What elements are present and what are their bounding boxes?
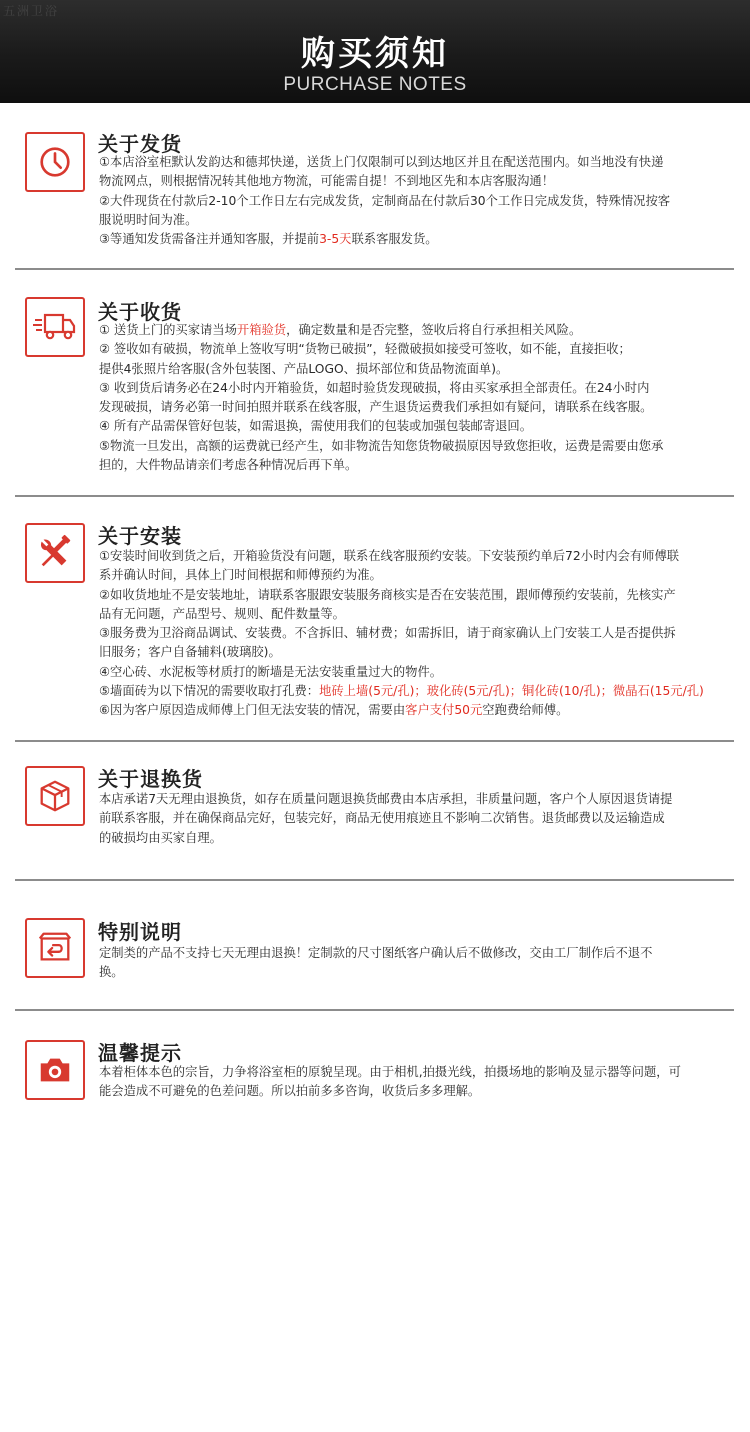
line-text: 系并确认时间，具体上门时间根据和师傅预约为准。 bbox=[99, 568, 382, 583]
section-line bbox=[99, 211, 739, 230]
section-line bbox=[99, 456, 739, 475]
line-text: ⑤物流一旦发出，高额的运费就已经产生，如非物流告知您货物破损原因导致您拒收，运费是需要由您承 bbox=[99, 438, 664, 453]
section-title: 关于收货 bbox=[98, 300, 182, 324]
section-line bbox=[99, 1063, 739, 1082]
section-body bbox=[99, 547, 739, 721]
line-text: ②大件现货在付款后2-10个工作日左右完成发货，定制商品在付款后30个工作日完成发货，特殊情况按客 bbox=[99, 193, 671, 208]
section-divider bbox=[15, 879, 734, 881]
section-line bbox=[99, 340, 739, 359]
section-divider bbox=[15, 740, 734, 742]
line-text: ③ 收到货后请务必在24小时内开箱验货，如超时验货发现破损，将由买家承担全部责任。在24小时内 bbox=[99, 380, 650, 395]
highlight-text: 客户支付50元 bbox=[405, 703, 483, 718]
camera-icon bbox=[25, 1040, 85, 1100]
page-header bbox=[0, 0, 750, 103]
line-text: ⑥因为客户原因造成师傅上门但无法安装的情况，需要由 bbox=[99, 703, 406, 718]
section-line bbox=[99, 360, 739, 379]
line-text: 发现破损，请务必第一时间拍照并联系在线客服，产生退货运费我们承担如有疑问，请联系在线客服。 bbox=[99, 400, 653, 415]
line-text: 提供4张照片给客服(含外包装图、产品LOGO、损坏部位和货品物流面单)。 bbox=[99, 361, 509, 376]
highlight-text: 3-5天 bbox=[319, 232, 352, 247]
line-text: 换。 bbox=[99, 965, 124, 980]
section-line bbox=[99, 417, 739, 436]
section-line bbox=[99, 398, 739, 417]
section-line bbox=[99, 790, 739, 809]
line-text: 品有无问题，产品型号、规则、配件数量等。 bbox=[99, 606, 345, 621]
page-title: 购买须知 bbox=[301, 34, 449, 74]
section-title: 温馨提示 bbox=[98, 1041, 182, 1065]
return-box-icon bbox=[25, 918, 85, 978]
section-line bbox=[99, 230, 739, 249]
section-body bbox=[99, 153, 739, 249]
section-title: 关于安装 bbox=[98, 524, 182, 548]
section-line bbox=[99, 624, 739, 643]
package-box-icon bbox=[25, 766, 85, 826]
section-body bbox=[99, 944, 739, 983]
section-line bbox=[99, 379, 739, 398]
line-text: ② 签收如有破损，物流单上签收写明“货物已破损”，轻微破损如接受可签收，如不能，直接拒收； bbox=[99, 342, 631, 357]
line-text: ②如收货地址不是安装地址，请联系客服跟安装服务商核实是否在安装范围，跟师傅预约安装前，先核实产 bbox=[99, 587, 676, 602]
line-text: 服说明时间为准。 bbox=[99, 212, 198, 227]
section-line bbox=[99, 829, 739, 848]
highlight-text: 地砖上墙(5元/孔)；玻化砖(5元/孔)；铜化砖(10/孔)；微晶石(15元/孔) bbox=[319, 684, 704, 699]
section-line bbox=[99, 643, 739, 662]
section-body bbox=[99, 790, 739, 848]
line-text: ④ 所有产品需保管好包装，如需退换，需使用我们的包装或加强包装邮寄退回。 bbox=[99, 419, 533, 434]
section-title: 特别说明 bbox=[98, 920, 182, 944]
line-text: 担的，大件物品请亲们考虑各种情况后再下单。 bbox=[99, 458, 358, 473]
section-title: 关于退换货 bbox=[98, 767, 203, 791]
delivery-truck-icon bbox=[25, 297, 85, 357]
highlight-text: 开箱验货 bbox=[236, 323, 287, 337]
line-text: 前联系客服，并在确保商品完好，包装完好，商品无使用痕迹且不影响二次销售。退货邮费以及运输造成 bbox=[99, 811, 665, 826]
section-divider bbox=[15, 1009, 734, 1011]
line-text: ，确定数量和是否完整，签收后将自行承担相关风险。 bbox=[286, 323, 582, 337]
line-text: 本着柜体本色的宗旨，力争将浴室柜的原貌呈现。由于相机,拍摄光线，拍摄场地的影响及显示器等问题，可 bbox=[99, 1065, 681, 1079]
section-line bbox=[99, 963, 739, 982]
section-line bbox=[99, 586, 739, 605]
section-line bbox=[99, 321, 739, 340]
section-line bbox=[99, 192, 739, 211]
line-text: ⑤墙面砖为以下情况的需要收取打孔费： bbox=[99, 684, 320, 699]
line-text: 能会造成不可避免的色差问题。所以拍前多多咨询，收货后多多理解。 bbox=[99, 1084, 481, 1099]
line-text: ③等通知发货需备注并通知客服，并提前 bbox=[99, 232, 320, 247]
line-text: 旧服务；客户自备辅料(玻璃胶)。 bbox=[99, 645, 281, 660]
section-line bbox=[99, 605, 739, 624]
shop-watermark: 五洲卫浴 bbox=[3, 4, 60, 18]
section-line bbox=[99, 547, 739, 566]
line-text: ①安装时间收到货之后，开箱验货没有问题，联系在线客服预约安装。下安装预约单后72小时内会有师傅联 bbox=[99, 549, 680, 563]
line-text: 的破损均由买家自理。 bbox=[99, 830, 222, 845]
line-text: 空跑费给师傅。 bbox=[482, 703, 569, 718]
section-divider bbox=[15, 268, 734, 270]
line-text: 联系客服发货。 bbox=[351, 232, 438, 247]
wrench-screwdriver-icon bbox=[25, 523, 85, 583]
section-line bbox=[99, 172, 739, 191]
section-line bbox=[99, 944, 739, 963]
section-line bbox=[99, 437, 739, 456]
section-line bbox=[99, 1082, 739, 1101]
line-text: ① 送货上门的买家请当场 bbox=[99, 323, 237, 337]
section-body bbox=[99, 1063, 739, 1102]
section-line bbox=[99, 809, 739, 828]
page-subtitle: PURCHASE NOTES bbox=[283, 74, 467, 95]
section-line bbox=[99, 663, 739, 682]
section-title: 关于发货 bbox=[98, 132, 182, 156]
section-line bbox=[99, 153, 739, 172]
line-text: ④空心砖、水泥板等材质打的断墙是无法安装重量过大的物件。 bbox=[99, 664, 443, 679]
section-line bbox=[99, 682, 739, 701]
line-text: 定制类的产品不支持七天无理由退换！定制款的尺寸图纸客户确认后不做修改，交由工厂制作后不退不 bbox=[99, 946, 653, 960]
section-line bbox=[99, 701, 739, 720]
section-body bbox=[99, 321, 739, 475]
section-line bbox=[99, 566, 739, 585]
clock-icon bbox=[25, 132, 85, 192]
line-text: 本店承诺7天无理由退换货，如存在质量问题退换货邮费由本店承担，非质量问题，客户个人原因退货请提 bbox=[99, 792, 673, 806]
line-text: ③服务费为卫浴商品调试、安装费。不含拆旧、辅材费；如需拆旧，请于商家确认上门安装工人是否提供拆 bbox=[99, 626, 676, 641]
line-text: 物流网点，则根据情况转其他地方物流，可能需自提！不到地区先和本店客服沟通！ bbox=[99, 174, 554, 189]
line-text: ①本店浴室柜默认发韵达和德邦快递，送货上门仅限制可以到达地区并且在配送范围内。如当地没有快递 bbox=[99, 155, 664, 169]
section-divider bbox=[15, 495, 734, 497]
